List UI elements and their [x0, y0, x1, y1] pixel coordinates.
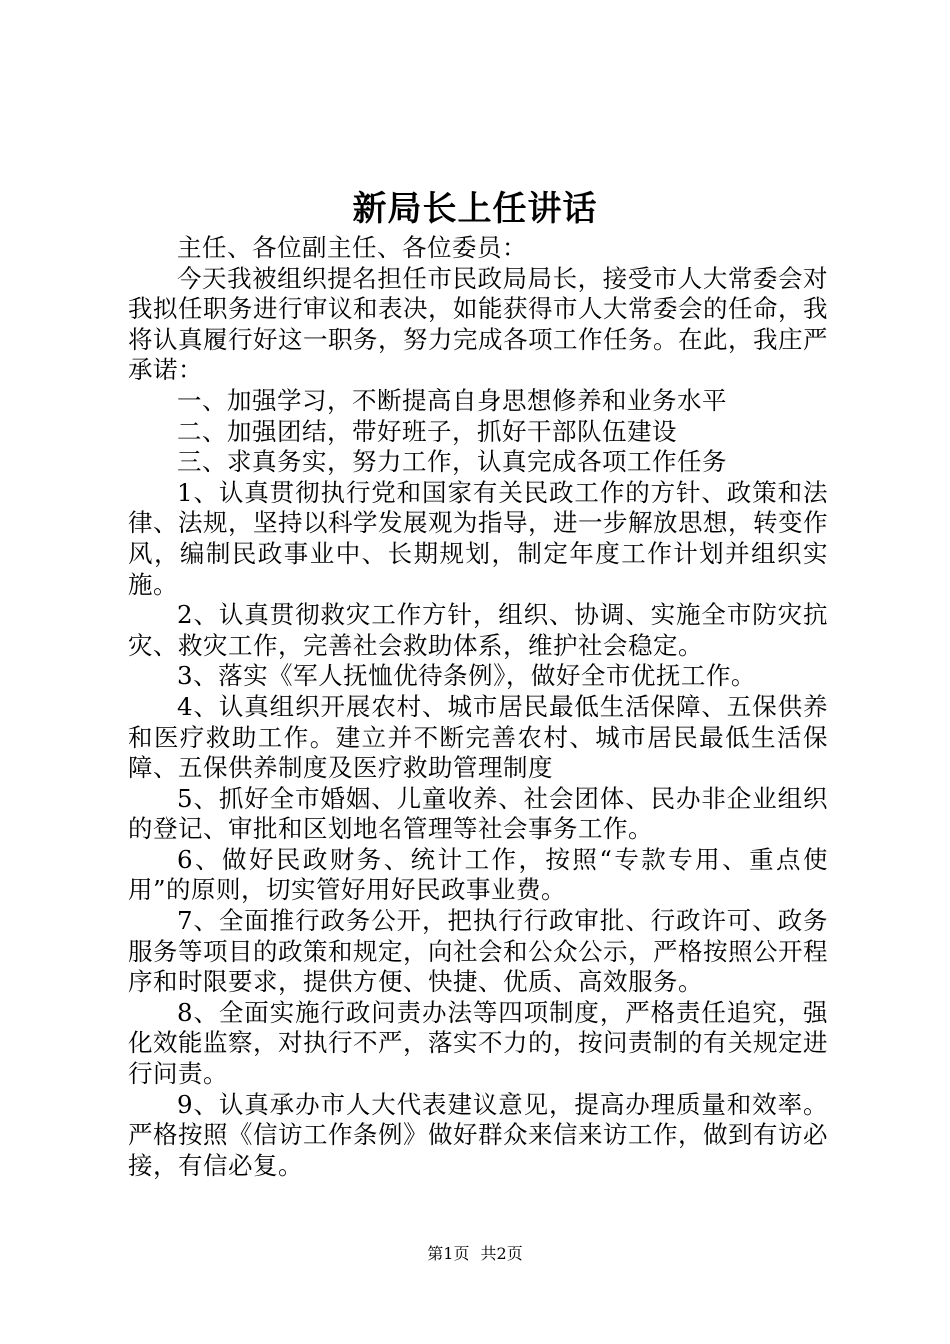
- paragraph: 3、落实《军人抚恤优待条例》，做好全市优抚工作。: [177, 661, 756, 691]
- page-footer: [0, 1243, 950, 1265]
- document-title: 新局长上任讲话: [352, 189, 598, 229]
- paragraph: 2、认真贯彻救灾工作方针，组织、协调、实施全市防灾抗灾、救灾工作，完善社会救助体系，维护社会稳定。: [128, 600, 828, 660]
- paragraph: 一、加强学习，不断提高自身思想修养和业务水平: [177, 385, 727, 415]
- paragraph: 5、抓好全市婚姻、儿童收养、社会团体、民办非企业组织的登记、审批和区划地名管理等社会事务工作。: [128, 783, 828, 844]
- page-number-total: 共2页: [480, 1244, 523, 1263]
- salutation: 主任、各位副主任、各位委员：: [177, 233, 527, 262]
- paragraph: 4、认真组织开展农村、城市居民最低生活保障、五保供养和医疗救助工作。建立并不断完善农村、城市居民最低生活保障、五保供养制度及医疗救助管理制度: [128, 691, 828, 783]
- paragraph: 今天我被组织提名担任市民政局局长，接受市人大常委会对我拟任职务进行审议和表决，如能获得市人大常委会的任命，我将认真履行好这一职务，努力完成各项工作任务。在此，我庄严承诺：: [128, 263, 828, 385]
- paragraph: 7、全面推行政务公开，把执行行政审批、行政许可、政务服务等项目的政策和规定，向社会和公众公示，严格按照公开程序和时限要求，提供方便、快捷、优质、高效服务。: [128, 906, 828, 997]
- paragraph: 6、做好民政财务、统计工作，按照“专款专用、重点使用”的原则，切实管好用好民政事业费。: [128, 844, 828, 905]
- page-number-current: 第1页: [427, 1244, 470, 1263]
- paragraph: 1、认真贯彻执行党和国家有关民政工作的方针、政策和法律、法规，坚持以科学发展观为指导，进一步解放思想，转变作风，编制民政事业中、长期规划，制定年度工作计划并组织实施。: [128, 477, 828, 599]
- paragraph: 三、求真务实，努力工作，认真完成各项工作任务: [177, 447, 727, 477]
- paragraph: 二、加强团结，带好班子，抓好干部队伍建设: [177, 416, 677, 446]
- paragraph: 8、全面实施行政问责办法等四项制度，严格责任追究，强化效能监察，对执行不严，落实不力的，按问责制的有关规定进行问责。: [128, 997, 828, 1089]
- document-body: [128, 233, 828, 1181]
- paragraph: 9、认真承办市人大代表建议意见，提高办理质量和效率。严格按照《信访工作条例》做好群众来信来访工作，做到有访必接，有信必复。: [128, 1089, 828, 1180]
